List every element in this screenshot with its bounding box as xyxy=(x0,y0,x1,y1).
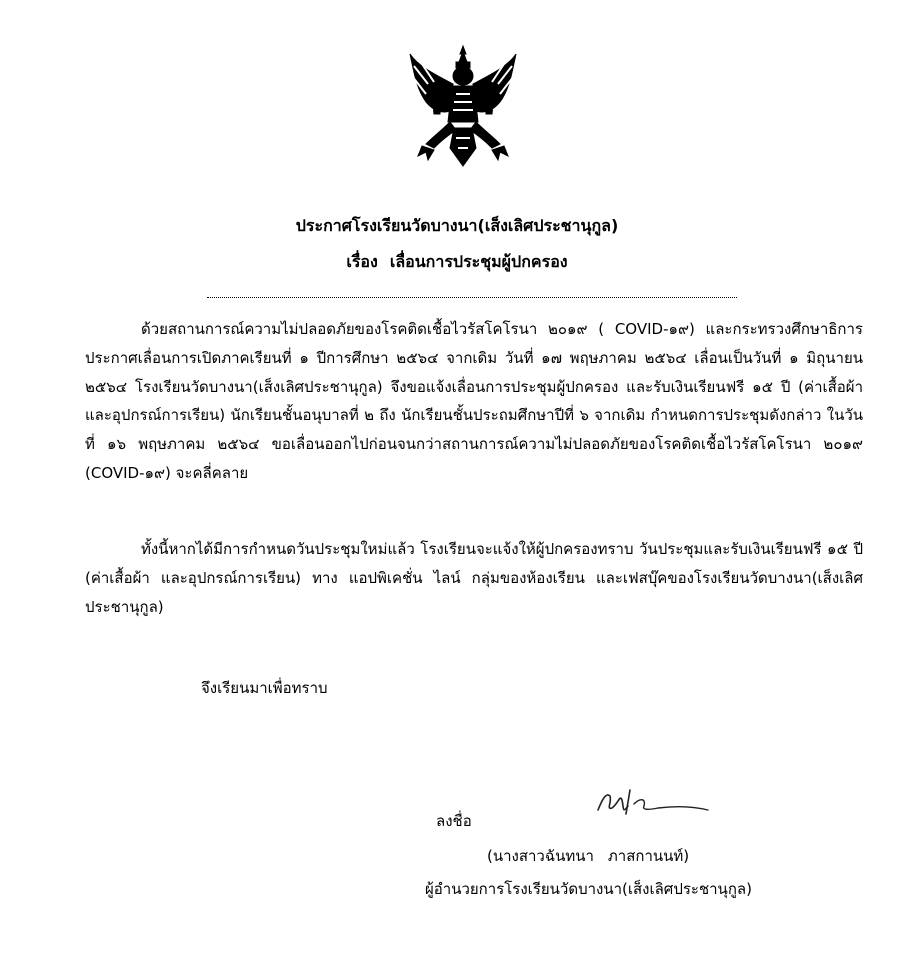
body-paragraph-1 xyxy=(85,315,863,488)
subject-text: เลื่อนการประชุมผู้ปกครอง xyxy=(389,252,568,271)
signer-position: ผู้อำนวยการโรงเรียนวัดบางนา(เส็งเลิศประชานุกูล) xyxy=(425,880,752,898)
paragraph-1-text: ด้วยสถานการณ์ความไม่ปลอดภัยของโรคติดเชื้อไวรัสโคโรนา ๒๐๑๙ ( COVID-๑๙) และกระทรวงศึกษาธิการ ประกาศเลื่อนการเปิดภาคเรียนที่ ๑ ปีการศึกษา ๒๕๖๔ จากเดิม วันที่ ๑๗ พฤษภาคม ๒๕๖๔ เลื่อนเป็นวันที่ ๑ มิถุนายน ๒๕๖๔ โรงเรียนวัดบางนา(เส็งเลิศประชานุกูล) จึงขอแจ้งเลื่อนการประชุมผู้ปกครอง และรับเงินเรียนฟรี ๑๕ ปี (ค่าเสื้อผ้า และอุปกรณ์การเรียน) นักเรียนชั้นอนุบาลที่ ๒ ถึง นักเรียนชั้นประถมศึกษาปีที่ ๖ จากเดิม กำหนดการประชุมดังกล่าว ในวันที่ ๑๖ พฤษภาคม ๒๕๖๔ ขอเลื่อนออกไปก่อนจนกว่าสถานการณ์ความไม่ปลอดภัยของโรคติดเชื้อไวรัสโคโรนา ๒๐๑๙ (COVID-๑๙) จะคลี่คลาย xyxy=(85,320,863,482)
handwritten-signature-icon xyxy=(588,780,718,824)
announcement-subject xyxy=(0,250,914,274)
signer-name-first: (นางสาวฉันทนา xyxy=(487,847,594,865)
garuda-emblem-icon xyxy=(404,44,522,174)
signer-name xyxy=(487,843,689,869)
dotted-divider xyxy=(207,297,737,298)
announcement-title: ประกาศโรงเรียนวัดบางนา(เส็งเลิศประชานุกูล) xyxy=(295,216,619,235)
paragraph-2-text: ทั้งนี้หากได้มีการกำหนดวันประชุมใหม่แล้ว โรงเรียนจะแจ้งให้ผู้ปกครองทราบ วันประชุมและรับเงินเรียนฟรี ๑๕ ปี (ค่าเสื้อผ้า และอุปกรณ์การเรียน) ทาง แอปพิเคชั่น ไลน์ กลุ่มของห้องเรียน และเฟสบุ๊คของโรงเรียนวัดบางนา(เส็งเลิศประชานุกูล) xyxy=(85,540,863,616)
body-paragraph-2 xyxy=(85,535,863,621)
signer-name-last: ภาสกานนท์) xyxy=(607,847,690,865)
subject-label: เรื่อง xyxy=(346,252,378,271)
closing-line: จึงเรียนมาเพื่อทราบ xyxy=(201,679,328,697)
signature-label: ลงชื่อ xyxy=(436,812,472,830)
